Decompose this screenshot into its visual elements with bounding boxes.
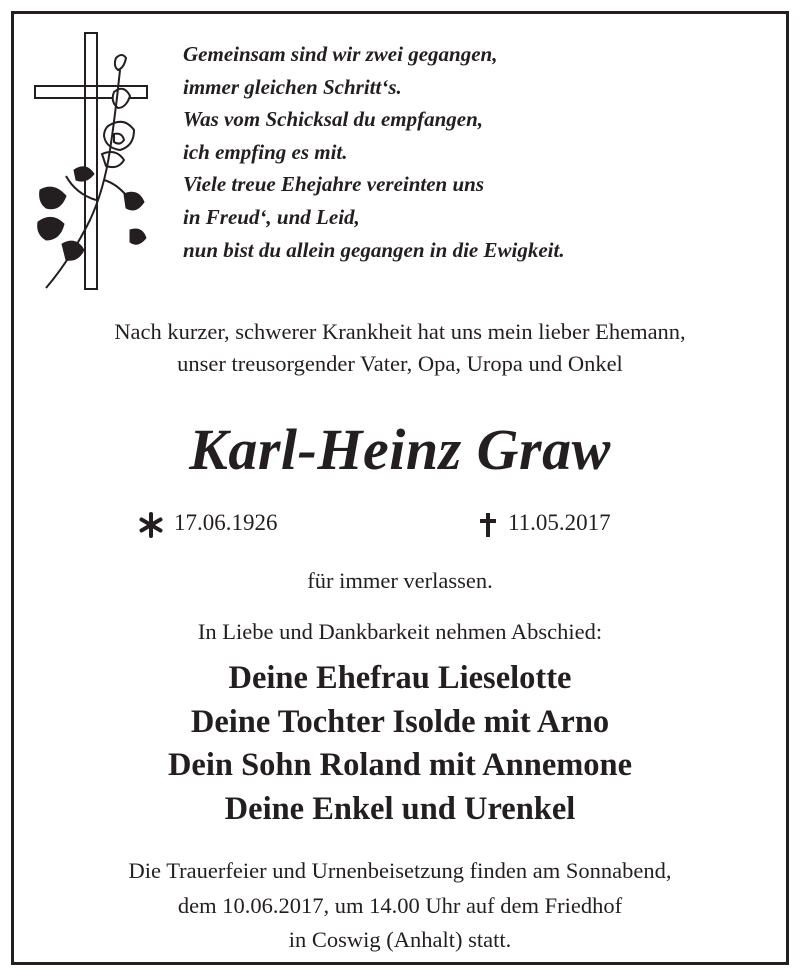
poem-line: nun bist du allein gegangen in die Ewigkeit. bbox=[183, 237, 565, 262]
funeral-line-2: dem 10.06.2017, um 14.00 Uhr auf dem Friedhof bbox=[177, 892, 623, 918]
mourners-list bbox=[0, 657, 800, 831]
intro-line-1: Nach kurzer, schwerer Krankheit hat uns mein lieber Ehemann, bbox=[114, 319, 686, 344]
announcement-intro bbox=[0, 316, 800, 380]
poem-line: Viele treue Ehejahre vereinten uns bbox=[183, 172, 485, 197]
birth-date bbox=[138, 508, 278, 538]
death-date-value: 11.05.2017 bbox=[508, 510, 611, 535]
death-date bbox=[478, 508, 611, 538]
poem-line: immer gleichen Schritt‘s. bbox=[183, 74, 402, 99]
asterisk-birth-icon bbox=[138, 512, 164, 538]
latin-cross-death-icon bbox=[478, 512, 498, 538]
funeral-line-3: in Coswig (Anhalt) statt. bbox=[288, 927, 512, 952]
deceased-name: Karl-Heinz Graw bbox=[189, 417, 611, 482]
poem-line: Was vom Schicksal du empfangen, bbox=[183, 107, 484, 132]
mourner: Deine Tochter Isolde mit Arno bbox=[190, 703, 610, 740]
funeral-line-1: Die Trauerfeier und Urnenbeisetzung finden am Sonnabend, bbox=[128, 858, 672, 883]
funeral-details bbox=[0, 854, 800, 958]
mourner: Deine Ehefrau Lieselotte bbox=[228, 660, 572, 696]
intro-line-2: unser treusorgender Vater, Opa, Uropa und Onkel bbox=[177, 351, 623, 376]
mourner: Dein Sohn Roland mit Annemone bbox=[167, 747, 633, 783]
poem-line: in Freud‘, und Leid, bbox=[183, 204, 360, 229]
memorial-poem bbox=[183, 38, 565, 266]
mourner: Deine Enkel und Urenkel bbox=[224, 790, 576, 827]
left-us-text: für immer verlassen. bbox=[307, 568, 493, 593]
farewell-intro: In Liebe und Dankbarkeit nehmen Abschied: bbox=[197, 619, 603, 644]
birth-date-value: 17.06.1926 bbox=[174, 510, 278, 535]
cross-with-rose-icon bbox=[34, 30, 152, 292]
poem-line: Gemeinsam sind wir zwei gegangen, bbox=[183, 42, 498, 66]
poem-line: ich empfing es mit. bbox=[183, 139, 348, 164]
